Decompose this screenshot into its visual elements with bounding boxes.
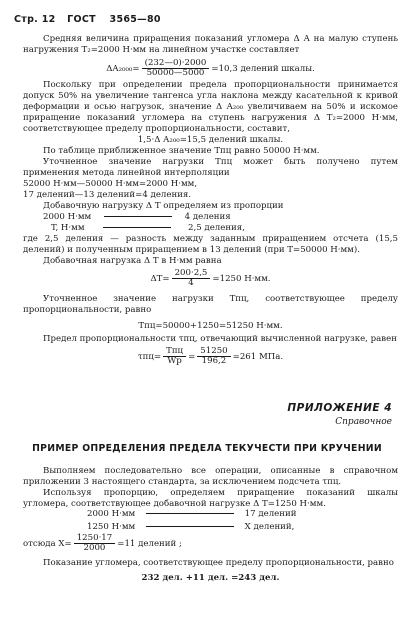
paragraph: Средняя величина приращения показаний угломера Δ A на малую ступень нагружения T₂=2000 Н·мм на линейном участке составляет bbox=[23, 34, 398, 55]
proportion-3: 2000 Н·мм 17 делений bbox=[87, 509, 297, 519]
equation-5: τпц= $\frac{\text{Tпц}}{Wр}$ = $\frac{51250}{196,2}$ =261 МПа. bbox=[137, 346, 284, 367]
fraction: $\frac{51250}{196,2}$ bbox=[197, 347, 230, 366]
proportion-4: 1250 Н·мм X делений, bbox=[87, 522, 295, 532]
paragraph: Добавочную нагрузку Δ T определяем из пропорции bbox=[43, 201, 284, 212]
section-title: ПРИМЕР ОПРЕДЕЛЕНИЯ ПРЕДЕЛА ТЕКУЧЕСТИ ПРИ КРУЧЕНИИ bbox=[32, 443, 382, 454]
proportion-2: T, Н·мм 2,5 деления, bbox=[51, 223, 245, 234]
text-block-1 bbox=[23, 34, 398, 366]
standard-number: 3565—80 bbox=[109, 14, 161, 25]
page-header bbox=[14, 14, 161, 26]
paragraph: Добавочная нагрузка Δ T в Н·мм равна bbox=[43, 256, 222, 267]
gost-label: ГОСТ bbox=[67, 14, 96, 25]
appendix-title: ПРИЛОЖЕНИЕ 4 bbox=[287, 402, 392, 414]
paragraph: Уточненное значение нагрузки Tпц, соответствующее пределу пропорциональности, равно bbox=[23, 294, 398, 316]
fraction: $\frac{200\cdot 2,5}{4}$ bbox=[172, 269, 211, 288]
paragraph: Выполняем последовательно все операции, описанные в справочном приложении 3 настоящего стандарта, за исключением подсчета τпц. bbox=[23, 466, 398, 487]
paragraph: 17 делений—13 делений=4 деления. bbox=[23, 190, 192, 201]
paragraph: Поскольку при определении предела пропорциональности принимается допуск 50% на увеличение тангенса угла наклона между касательной к кривой деформации и осью нагрузок, значение Δ A₂₀₀ увеличиваем на 50% и искомое приращение показаний угломера на ступень нагружения Δ T₂=2000 Н·мм, соответствующее пределу пропорциональности, составит, bbox=[23, 80, 398, 135]
equation-7: 232 дел. +11 дел. =243 дел. bbox=[141, 573, 280, 583]
paragraph: Предел пропорциональности τпц, отвечающий вычисленной нагрузке, равен bbox=[43, 334, 397, 345]
equation-6: отсюда X= $\frac{1250\cdot 17}{2000}$ =11 делений ; bbox=[23, 533, 182, 554]
paragraph: Показание угломера, соответствующее пределу пропорциональности, равно bbox=[43, 558, 394, 568]
fraction: $\frac{(232—0)\cdot 2000}{50000—5000}$ bbox=[142, 59, 210, 78]
equation-2: 1,5·Δ A₂₀₀=15,5 делений шкалы. bbox=[137, 135, 284, 146]
paragraph: По таблице приближенное значение Tпц равно 50000 Н·мм. bbox=[43, 146, 320, 157]
equation-1: ΔA₂₀₀₀= $\frac{(232—0)\cdot 2000}{50000—5000}$ =10,3 делений шкалы. bbox=[106, 58, 315, 79]
equation-4: Tпц=50000+1250=51250 Н·мм. bbox=[138, 321, 283, 332]
paragraph: Используя пропорцию, определяем приращение показаний шкалы угломера, соответствующее добавочной нагрузке Δ T=1250 Н·мм. bbox=[23, 488, 398, 509]
page-number: Стр. 12 bbox=[14, 14, 56, 25]
equation-3: ΔT= $\frac{200\cdot 2,5}{4}$ =1250 Н·мм. bbox=[150, 268, 271, 289]
fraction: $\frac{\text{Tпц}}{Wр}$ bbox=[163, 347, 186, 366]
proportion-1: 2000 Н·мм 4 деления bbox=[43, 212, 231, 223]
appendix-label bbox=[287, 402, 392, 429]
paragraph: где 2,5 деления — разность между заданным приращением отсчета (15,5 делений) и полученным приращением в 13 делений (при T=50000 Н·мм). bbox=[23, 234, 398, 256]
paragraph: Уточненное значение нагрузки Tпц может быть получено путем применения метода линейной интерполяции bbox=[23, 157, 398, 179]
fraction: $\frac{1250\cdot 17}{2000}$ bbox=[74, 534, 116, 553]
appendix-subtitle: Справочное bbox=[335, 417, 392, 428]
paragraph: 52000 Н·мм—50000 Н·мм=2000 Н·мм, bbox=[23, 179, 198, 190]
text-block-2 bbox=[23, 466, 398, 510]
text-block-3 bbox=[23, 558, 398, 584]
